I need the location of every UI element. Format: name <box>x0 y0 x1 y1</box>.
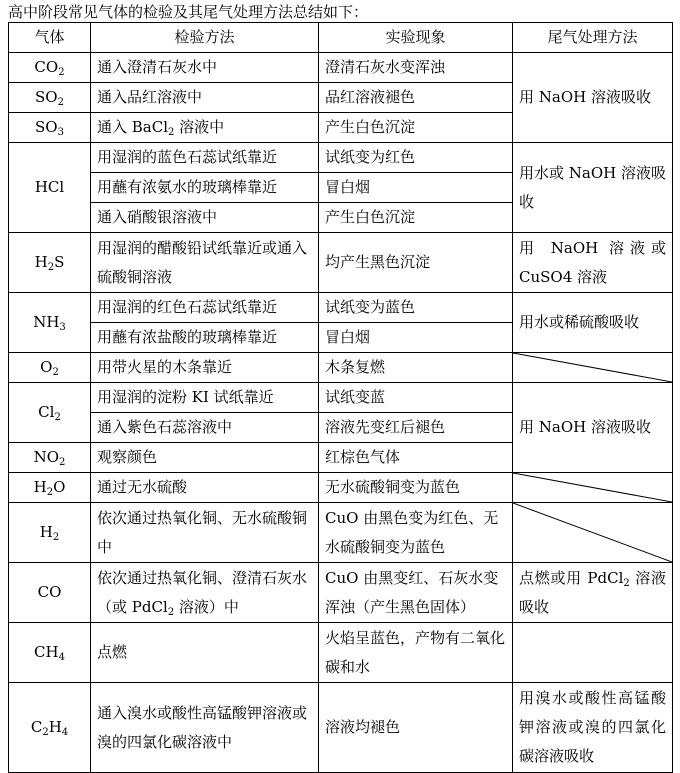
treatment-cell: 用 NaOH 溶液吸收 <box>513 383 673 473</box>
gas-cell: $NH_3$ <box>9 293 91 353</box>
header-treatment: 尾气处理方法 <box>513 23 673 53</box>
table-row <box>9 623 673 683</box>
header-row <box>9 23 673 53</box>
phenomenon-cell: 溶液先变红后褪色 <box>319 413 513 443</box>
method-cell: 通入 BaCl$_2$ 溶液中 <box>91 113 319 143</box>
gas-cell: $Cl_2$ <box>9 383 91 443</box>
gas-cell: $H_2S$ <box>9 233 91 293</box>
table-row <box>9 233 673 293</box>
phenomenon-cell: 冒白烟 <box>319 173 513 203</box>
method-cell: 通入溴水或酸性高锰酸钾溶液或溴的四氯化碳溶液中 <box>91 683 319 773</box>
treatment-cell: 点燃或用 PdCl$_2$ 溶液吸收 <box>513 563 673 623</box>
treatment-cell: 用水或 NaOH 溶液吸收 <box>513 143 673 233</box>
table-row <box>9 53 673 83</box>
method-cell: 依次通过热氧化铜、无水硫酸铜中 <box>91 503 319 563</box>
method-cell: 用蘸有浓氨水的玻璃棒靠近 <box>91 173 319 203</box>
method-cell: 通过无水硫酸 <box>91 473 319 503</box>
phenomenon-cell: 冒白烟 <box>319 323 513 353</box>
table-row <box>9 293 673 323</box>
phenomenon-cell: 澄清石灰水变浑浊 <box>319 53 513 83</box>
method-cell: 通入硝酸银溶液中 <box>91 203 319 233</box>
gas-cell: $SO_3$ <box>9 113 91 143</box>
method-cell: 用蘸有浓盐酸的玻璃棒靠近 <box>91 323 319 353</box>
gas-cell: $H_2O$ <box>9 473 91 503</box>
table-row <box>9 503 673 563</box>
method-cell: 用湿润的蓝色石蕊试纸靠近 <box>91 143 319 173</box>
phenomenon-cell: 试纸变为红色 <box>319 143 513 173</box>
gas-cell: $H_2$ <box>9 503 91 563</box>
method-cell: 通入品红溶液中 <box>91 83 319 113</box>
gas-cell: $SO_2$ <box>9 83 91 113</box>
table-row <box>9 143 673 173</box>
method-cell: 通入紫色石蕊溶液中 <box>91 413 319 443</box>
method-cell: 通入澄清石灰水中 <box>91 53 319 83</box>
table-row <box>9 353 673 383</box>
gas-detection-table <box>8 22 673 773</box>
empty-diagonal-cell <box>513 353 673 383</box>
page-title: 高中阶段常见气体的检验及其尾气处理方法总结如下： <box>8 3 369 21</box>
header-phenomenon: 实验现象 <box>319 23 513 53</box>
method-cell: 依次通过热氧化铜、澄清石灰水（或 PdCl$_2$ 溶液）中 <box>91 563 319 623</box>
diagonal-line <box>513 353 672 382</box>
gas-cell: $C_2H_4$ <box>9 683 91 773</box>
treatment-cell: 用水或稀硫酸吸收 <box>513 293 673 353</box>
header-method: 检验方法 <box>91 23 319 53</box>
empty-diagonal-cell <box>513 503 673 563</box>
diagonal-line <box>513 473 672 502</box>
treatment-cell: 用溴水或酸性高锰酸钾溶液或溴的四氯化碳溶液吸收 <box>513 683 673 773</box>
gas-cell: $O_2$ <box>9 353 91 383</box>
method-cell: 用湿润的淀粉 KI 试纸靠近 <box>91 383 319 413</box>
phenomenon-cell: 产生白色沉淀 <box>319 203 513 233</box>
method-cell: 观察颜色 <box>91 443 319 473</box>
gas-cell: CO <box>9 563 91 623</box>
phenomenon-cell: 木条复燃 <box>319 353 513 383</box>
gas-cell: HCl <box>9 143 91 233</box>
phenomenon-cell: CuO 由黑变红、石灰水变浑浊（产生黑色固体） <box>319 563 513 623</box>
table-row <box>9 683 673 773</box>
phenomenon-cell: 试纸变为蓝色 <box>319 293 513 323</box>
gas-cell: $CH_4$ <box>9 623 91 683</box>
empty-diagonal-cell <box>513 473 673 503</box>
phenomenon-cell: 无水硫酸铜变为蓝色 <box>319 473 513 503</box>
treatment-cell <box>513 623 673 683</box>
phenomenon-cell: 火焰呈蓝色，产物有二氧化碳和水 <box>319 623 513 683</box>
header-gas: 气体 <box>9 23 91 53</box>
table-row <box>9 383 673 413</box>
diagonal-line <box>513 503 672 562</box>
method-cell: 点燃 <box>91 623 319 683</box>
table-row <box>9 563 673 623</box>
phenomenon-cell: CuO 由黑色变为红色、无水硫酸铜变为蓝色 <box>319 503 513 563</box>
phenomenon-cell: 溶液均褪色 <box>319 683 513 773</box>
gas-cell: $CO_2$ <box>9 53 91 83</box>
gas-cell: $NO_2$ <box>9 443 91 473</box>
method-cell: 用湿润的醋酸铅试纸靠近或通入硫酸铜溶液 <box>91 233 319 293</box>
phenomenon-cell: 红棕色气体 <box>319 443 513 473</box>
table-row <box>9 473 673 503</box>
treatment-cell: 用 NaOH 溶液吸收 <box>513 53 673 143</box>
phenomenon-cell: 均产生黑色沉淀 <box>319 233 513 293</box>
method-cell: 用湿润的红色石蕊试纸靠近 <box>91 293 319 323</box>
phenomenon-cell: 试纸变蓝 <box>319 383 513 413</box>
phenomenon-cell: 品红溶液褪色 <box>319 83 513 113</box>
method-cell: 用带火星的木条靠近 <box>91 353 319 383</box>
phenomenon-cell: 产生白色沉淀 <box>319 113 513 143</box>
treatment-cell: 用 NaOH 溶液或 CuSO4 溶液 <box>513 233 673 293</box>
